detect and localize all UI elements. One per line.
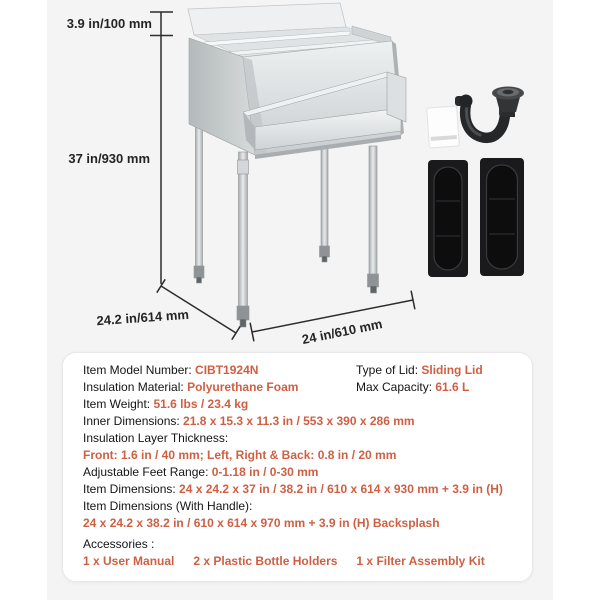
accessories-label: Accessories : — [83, 537, 155, 551]
spec-row: Item Dimensions: 24 x 24.2 x 37 in / 38.2 in / 610 x 614 x 930 mm + 3.9 in (H) — [83, 482, 503, 496]
spec-rows — [83, 396, 512, 532]
spec-row: Max Capacity: 61.6 L — [356, 380, 470, 394]
dim-total-height-label: 37 in/930 mm — [68, 151, 150, 166]
spec-card — [62, 352, 533, 582]
user-manual-image — [427, 106, 460, 148]
spec-row: Adjustable Feet Range: 0-1.18 in / 0-30 mm — [83, 465, 319, 479]
spec-row: 24 x 24.2 x 38.2 in / 610 x 614 x 970 mm + 3.9 in (H) Backsplash — [83, 516, 440, 530]
accessory-item: 1 x Filter Assembly Kit — [356, 554, 485, 568]
spec-row: Type of Lid: Sliding Lid — [356, 363, 483, 377]
accessories-list — [83, 553, 512, 570]
spec-row: Front: 1.6 in / 40 mm; Left, Right & Back: 0.8 in / 20 mm — [83, 448, 397, 462]
dim-depth-label: 24.2 in/614 mm — [96, 306, 190, 329]
spec-row: Inner Dimensions: 21.8 x 15.3 x 11.3 in / 553 x 390 x 286 mm — [83, 414, 415, 428]
ice-bin-unit — [188, 3, 406, 327]
spec-grid — [83, 362, 512, 396]
spec-row: Insulation Material: Polyurethane Foam — [83, 380, 299, 394]
bottle-holder-image — [480, 158, 524, 276]
accessory-item: 1 x User Manual — [83, 554, 175, 568]
spec-row: Item Dimensions (With Handle): — [83, 499, 253, 513]
speed-rail-right-cap — [387, 72, 406, 122]
drain-assembly-image — [455, 87, 524, 138]
spec-row: Item Model Number: CIBT1924N — [83, 363, 259, 377]
accessory-item: 2 x Plastic Bottle Holders — [193, 554, 338, 568]
dim-width-label: 24 in/610 mm — [300, 316, 384, 348]
spec-row: Insulation Layer Thickness: — [83, 431, 229, 445]
bottle-holder-image — [428, 160, 468, 277]
dim-backsplash-height-label: 3.9 in/100 mm — [66, 16, 152, 31]
spec-row: Item Weight: 51.6 lbs / 23.4 kg — [83, 397, 249, 411]
